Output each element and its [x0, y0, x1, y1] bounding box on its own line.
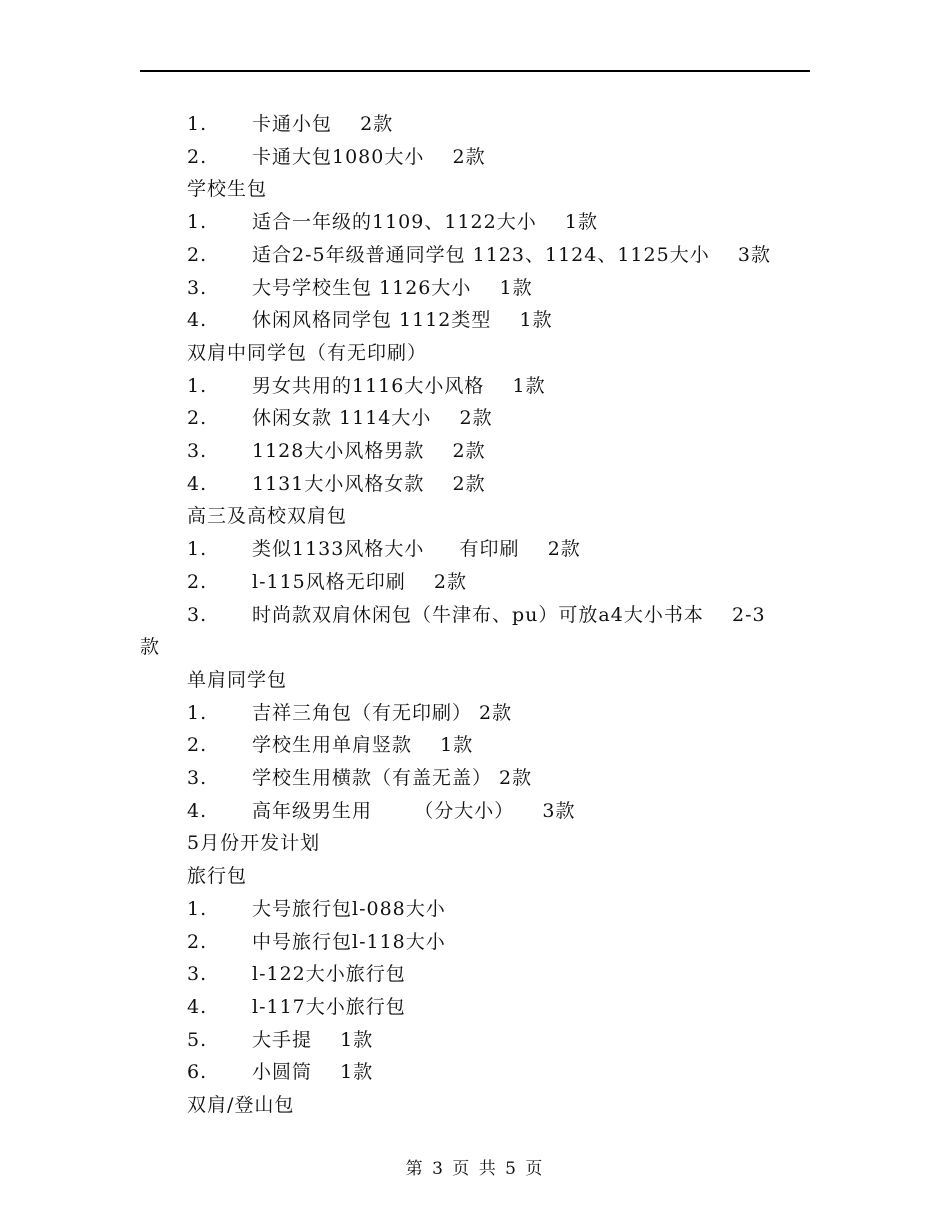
list-item-text: 卡通小包 2款	[252, 113, 394, 135]
list-item-text: 吉祥三角包（有无印刷） 2款	[252, 702, 513, 724]
list-item-text: 休闲女款 1114大小 2款	[252, 407, 493, 429]
list-item-text: 学校生用单肩竖款 1款	[252, 734, 474, 756]
list-item-text: 高年级男生用 （分大小） 3款	[252, 800, 576, 822]
page-footer: 第 3 页 共 5 页	[405, 1159, 545, 1179]
list-item-number: 4.	[187, 473, 208, 495]
list-item-text: 大号学校生包 1126大小 1款	[252, 277, 533, 299]
list-item-number: 2.	[187, 146, 208, 168]
list-item-number: 3.	[187, 767, 208, 789]
list-item-number: 1.	[187, 375, 208, 397]
list-item-text: 1131大小风格女款 2款	[252, 473, 486, 495]
list-item-number: 2.	[187, 244, 208, 266]
list-item-number: 4.	[187, 309, 208, 331]
list-item-number: 1.	[187, 113, 208, 135]
section-heading: 双肩/登山包	[187, 1094, 295, 1116]
list-item-text: l-117大小旅行包	[252, 996, 406, 1018]
list-item-text: 男女共用的1116大小风格 1款	[252, 375, 546, 397]
list-item-text: l-122大小旅行包	[252, 963, 406, 985]
list-item-number: 5.	[187, 1029, 208, 1051]
list-item-number: 4.	[187, 800, 208, 822]
list-item-text: 学校生用横款（有盖无盖） 2款	[252, 767, 533, 789]
list-item-text: 休闲风格同学包 1112类型 1款	[252, 309, 553, 331]
list-item-text: 卡通大包1080大小 2款	[252, 146, 486, 168]
list-item-number: 1.	[187, 702, 208, 724]
list-item-number: 2.	[187, 407, 208, 429]
list-item-number: 3.	[187, 604, 208, 626]
list-item-text: 大号旅行包l-088大小	[252, 898, 446, 920]
list-item-number: 6.	[187, 1061, 208, 1083]
list-item-text: 1128大小风格男款 2款	[252, 440, 486, 462]
header-rule	[140, 70, 810, 72]
list-item-number: 3.	[187, 963, 208, 985]
section-heading: 5月份开发计划	[187, 832, 321, 854]
list-item-number: 2.	[187, 931, 208, 953]
section-heading: 学校生包	[187, 178, 268, 200]
list-item-number: 3.	[187, 277, 208, 299]
section-heading: 旅行包	[187, 865, 248, 887]
list-item-text: l-115风格无印刷 2款	[252, 571, 468, 593]
list-item-number: 1.	[187, 898, 208, 920]
list-item-number: 3.	[187, 440, 208, 462]
list-item-text: 适合2-5年级普通同学包 1123、1124、1125大小 3款	[252, 244, 771, 266]
list-item-text: 中号旅行包l-118大小	[252, 931, 446, 953]
list-item-text: 时尚款双肩休闲包（牛津布、pu）可放a4大小书本 2-3	[252, 604, 766, 626]
list-item-number: 2.	[187, 571, 208, 593]
list-item-text: 适合一年级的1109、1122大小 1款	[252, 211, 598, 233]
list-item-number: 2.	[187, 734, 208, 756]
section-heading: 高三及高校双肩包	[187, 505, 348, 527]
list-item-number: 1.	[187, 211, 208, 233]
list-item-number: 4.	[187, 996, 208, 1018]
list-item-text: 类似1133风格大小 有印刷 2款	[252, 538, 581, 560]
list-item-text: 大手提 1款	[252, 1029, 374, 1051]
section-heading: 双肩中同学包（有无印刷）	[187, 342, 428, 364]
list-item-number: 1.	[187, 538, 208, 560]
line-continuation: 款	[140, 636, 161, 658]
list-item-text: 小圆筒 1款	[252, 1061, 374, 1083]
section-heading: 单肩同学包	[187, 669, 288, 691]
